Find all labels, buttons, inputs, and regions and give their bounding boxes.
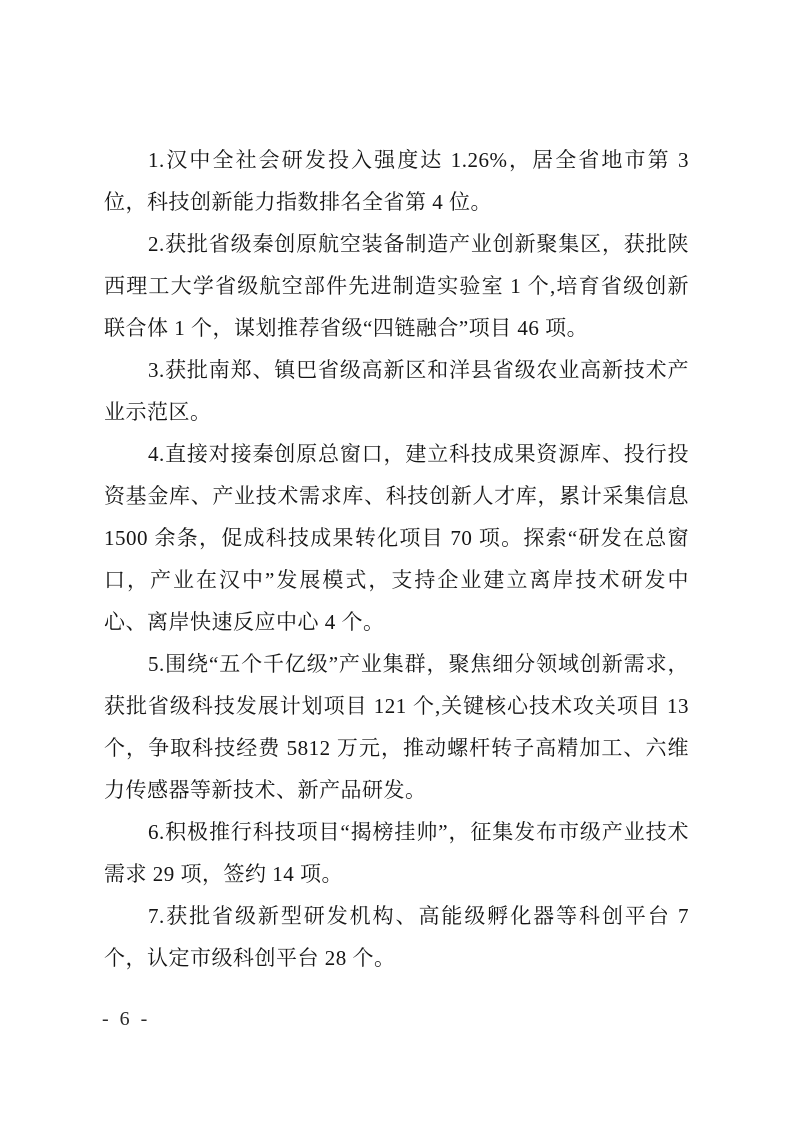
paragraph-3: 3.获批南郑、镇巴省级高新区和洋县省级农业高新技术产业示范区。 (104, 358, 689, 424)
paragraph-7: 7.获批省级新型研发机构、高能级孵化器等科创平台 7 个，认定市级科创平台 28 个。 (104, 904, 689, 970)
document-body (104, 139, 689, 979)
page-number: - 6 - (102, 1008, 151, 1030)
paragraph-4: 4.直接对接秦创原总窗口，建立科技成果资源库、投行投资基金库、产业技术需求库、科技创新人才库，累计采集信息 1500 余条，促成科技成果转化项目 70 项。探索“研发在总窗口，产业在汉中”发展模式，支持企业建立离岸技术研发中心、离岸快速反应中心 4 个。 (104, 442, 689, 634)
paragraph-1: 1.汉中全社会研发投入强度达 1.26%，居全省地市第 3 位，科技创新能力指数排名全省第 4 位。 (104, 148, 689, 214)
paragraph-5: 5.围绕“五个千亿级”产业集群，聚焦细分领域创新需求，获批省级科技发展计划项目 121 个,关键核心技术攻关项目 13 个，争取科技经费 5812 万元，推动螺杆转子高精加工、六维力传感器等新技术、新产品研发。 (104, 652, 689, 802)
paragraph-2: 2.获批省级秦创原航空装备制造产业创新聚集区，获批陕西理工大学省级航空部件先进制造实验室 1 个,培育省级创新联合体 1 个，谋划推荐省级“四链融合”项目 46 项。 (104, 232, 689, 340)
paragraph-6: 6.积极推行科技项目“揭榜挂帅”，征集发布市级产业技术需求 29 项，签约 14 项。 (104, 820, 689, 886)
